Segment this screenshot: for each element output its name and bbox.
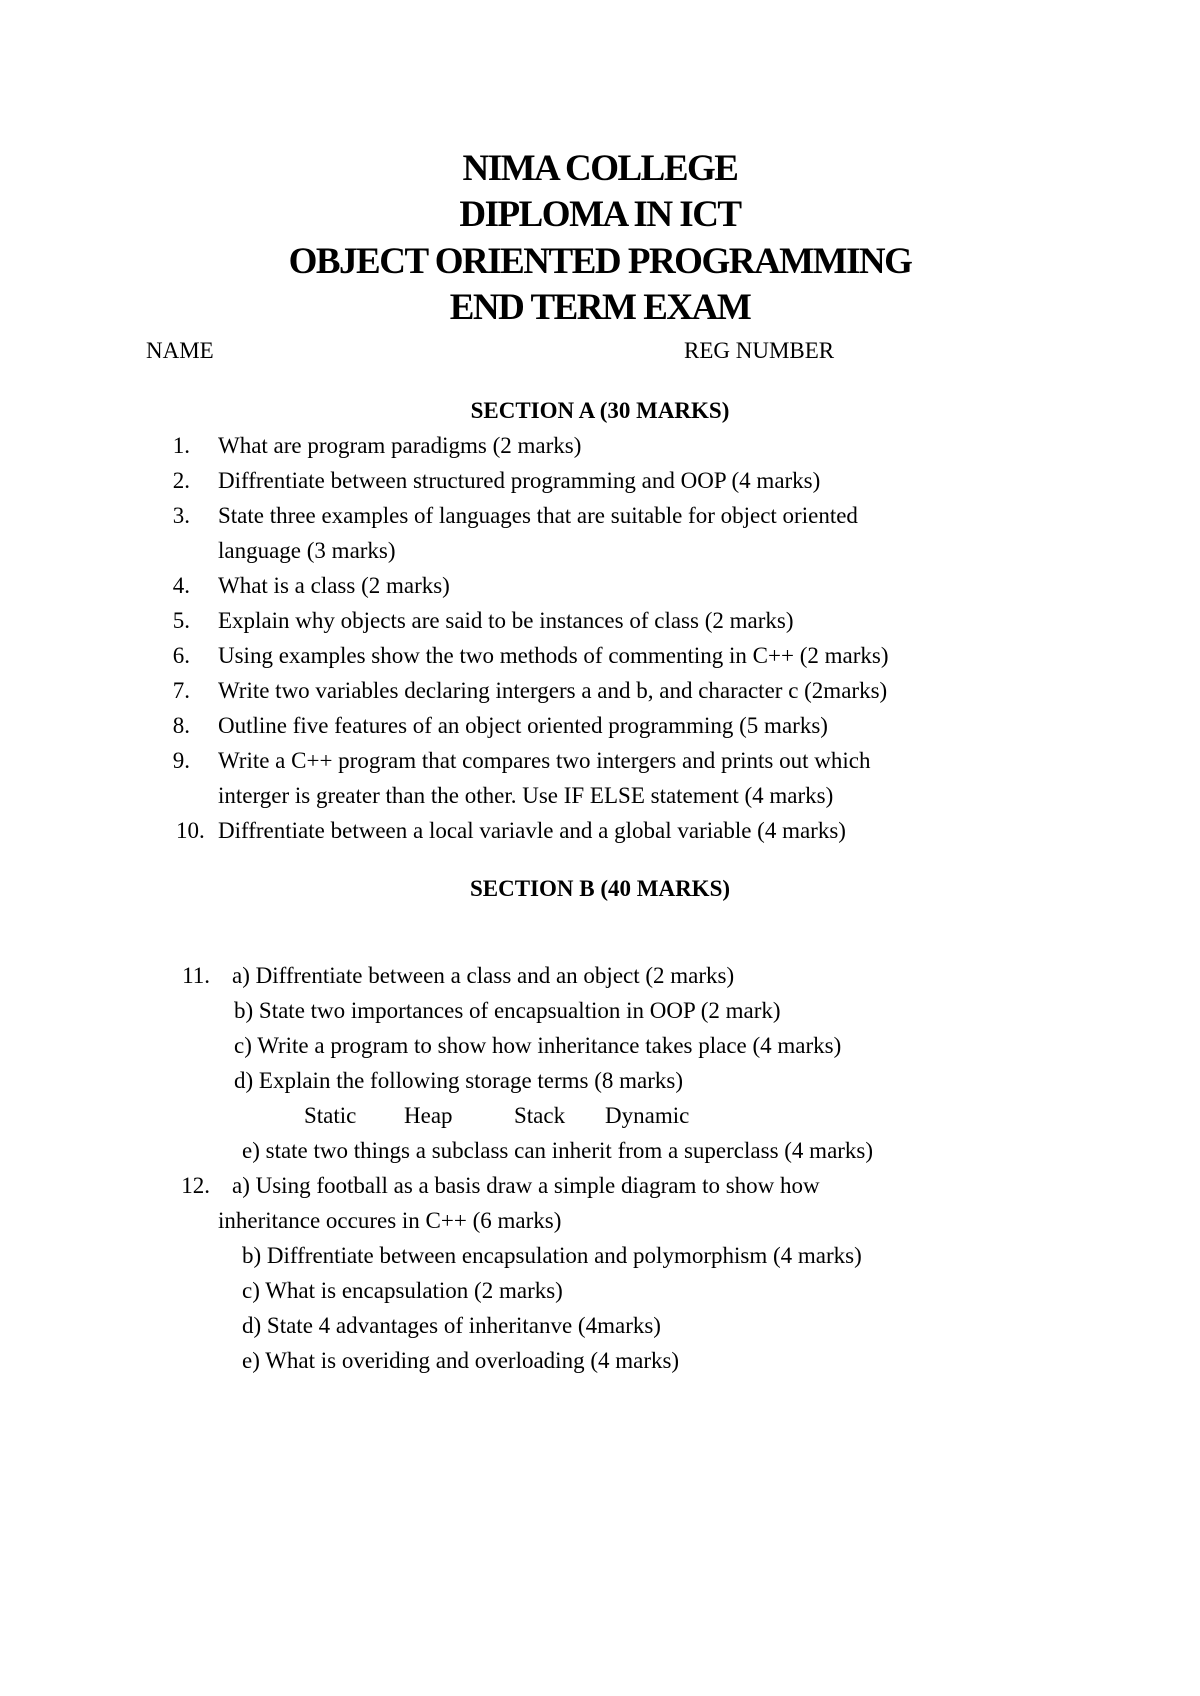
section-b-heading: SECTION B (40 MARKS) (469, 876, 731, 901)
question-part-e: e) What is overiding and overloading (4 marks) (242, 1348, 680, 1373)
question-text: Using examples show the two methods of commenting in C++ (2 marks) (218, 643, 889, 668)
question-text-continued: inheritance occures in C++ (6 marks) (218, 1208, 562, 1233)
question-number: 9. (172, 748, 190, 773)
question-number: 8. (172, 713, 190, 738)
program-name: DIPLOMA IN ICT (459, 194, 741, 235)
question-number: 12. (181, 1173, 210, 1198)
question-part-c: c) What is encapsulation (2 marks) (242, 1278, 563, 1303)
question-text: Write a C++ program that compares two intergers and prints out which (218, 748, 871, 773)
question-number: 7. (172, 678, 190, 703)
question-number: 4. (172, 573, 190, 598)
question-number: 3. (172, 503, 190, 528)
storage-term: Stack (514, 1103, 566, 1128)
question-part-e: e) state two things a subclass can inherit from a superclass (4 marks) (242, 1138, 874, 1163)
question-text: Explain why objects are said to be instances of class (2 marks) (218, 608, 794, 633)
question-text-continued: language (3 marks) (218, 538, 396, 563)
question-part-b: b) Diffrentiate between encapsulation and polymorphism (4 marks) (242, 1243, 862, 1268)
question-text: Outline five features of an object oriented programming (5 marks) (218, 713, 828, 738)
question-text: What are program paradigms (2 marks) (218, 433, 582, 458)
question-text: What is a class (2 marks) (218, 573, 450, 598)
section-a-heading: SECTION A (30 MARKS) (470, 398, 730, 423)
question-number: 2. (172, 468, 190, 493)
reg-number-label: REG NUMBER (684, 338, 835, 363)
question-part-a: a) Using football as a basis draw a simple diagram to show how (232, 1173, 820, 1198)
question-part-d: d) Explain the following storage terms (8 marks) (234, 1068, 684, 1093)
storage-term: Dynamic (605, 1103, 690, 1128)
name-label: NAME (146, 338, 214, 363)
question-text: State three examples of languages that are suitable for object oriented (218, 503, 858, 528)
college-name: NIMA COLLEGE (462, 148, 738, 189)
question-number: 11. (182, 963, 210, 988)
question-text: Diffrentiate between structured programming and OOP (4 marks) (218, 468, 821, 493)
course-name: OBJECT ORIENTED PROGRAMMING (288, 241, 912, 282)
question-number: 6. (172, 643, 190, 668)
question-text: Write two variables declaring intergers a and b, and character c (2marks) (218, 678, 888, 703)
question-text-continued: interger is greater than the other. Use IF ELSE statement (4 marks) (218, 783, 834, 808)
storage-term: Static (304, 1103, 357, 1128)
question-number: 1. (172, 433, 190, 458)
question-text: Diffrentiate between a local variavle and a global variable (4 marks) (218, 818, 846, 843)
storage-term: Heap (404, 1103, 453, 1128)
exam-name: END TERM EXAM (449, 287, 751, 328)
question-part-a: a) Diffrentiate between a class and an object (2 marks) (232, 963, 735, 988)
question-number: 10. (176, 818, 205, 843)
question-part-c: c) Write a program to show how inheritance takes place (4 marks) (234, 1033, 842, 1058)
question-number: 5. (172, 608, 190, 633)
question-part-d: d) State 4 advantages of inheritanve (4marks) (242, 1313, 661, 1338)
question-part-b: b) State two importances of encapsualtion in OOP (2 mark) (234, 998, 781, 1023)
